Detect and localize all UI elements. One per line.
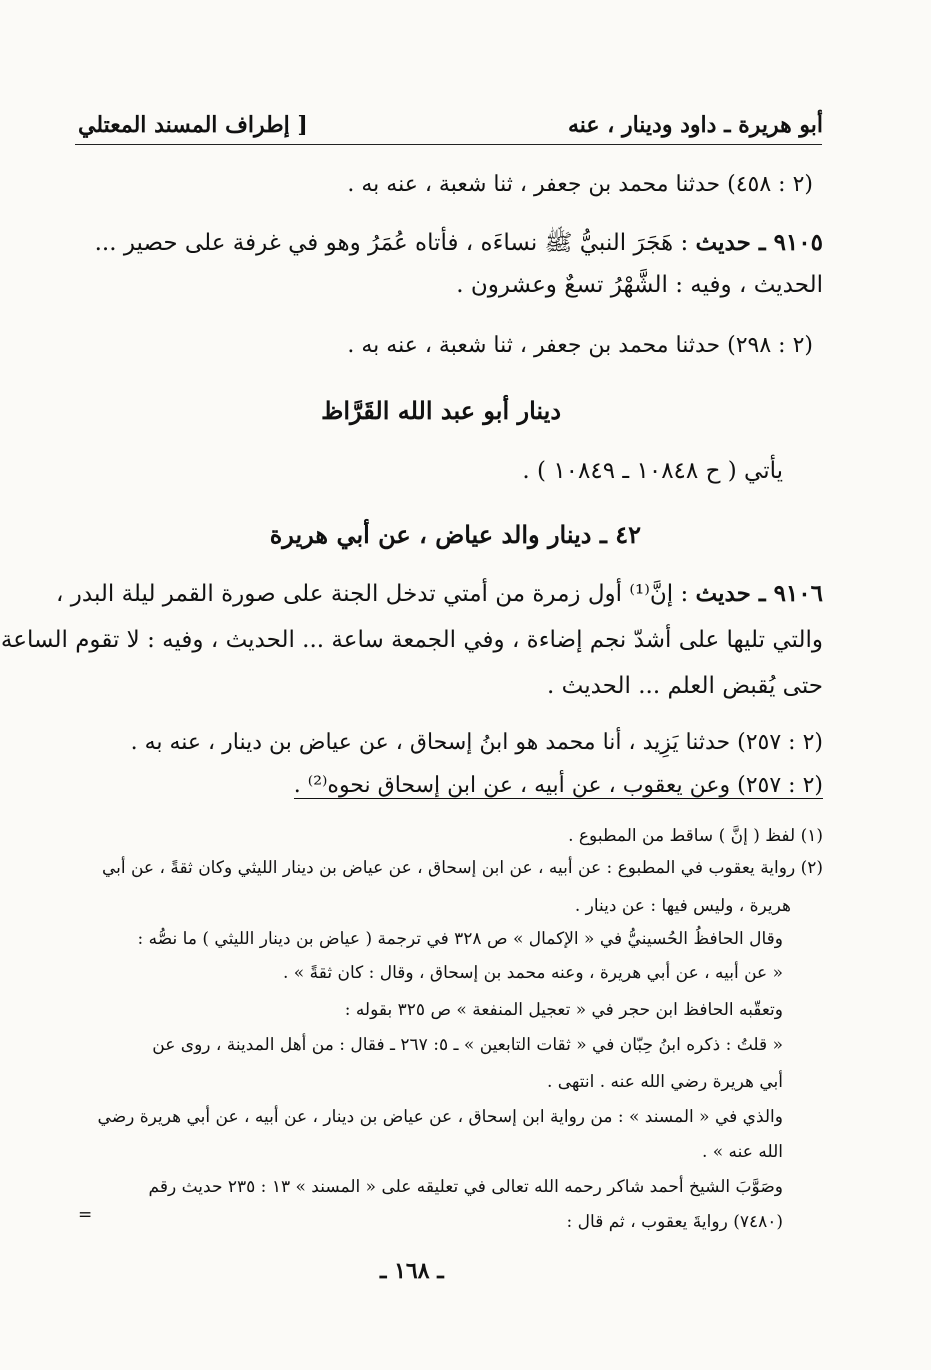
footnote-2-line: (٧٤٨٠) روايةَ يعقوب ، ثم قال : — [566, 1212, 783, 1232]
footnote-2-line: « عن أبيه ، عن أبي هريرة ، وعنه محمد بن إسحاق ، وقال : كان ثقةً » . — [283, 963, 783, 983]
footnote-2-line: « قلتُ : ذكره ابنُ حِبّان في « ثقات التابعين » ـ ٥: ٢٦٧ ـ فقال : من أهل المدينة ، روى عن — [152, 1035, 783, 1055]
footnote-2-line: وتعقّبه الحافظ ابن حجر في « تعجيل المنفعة » ص ٣٢٥ بقوله : — [344, 1000, 783, 1020]
footnote-2-line: الله عنه » . — [701, 1142, 783, 1162]
hadith-9106-line2: والتي تليها على أشدّ نجم إضاءة ، وفي الجمعة ساعة ... الحديث ، وفيه : لا تقوم الساعة — [0, 627, 823, 653]
footnote-2-line: هريرة ، وليس فيها : عن دينار . — [574, 896, 791, 916]
hadith-9105-line2: الحديث ، وفيه : الشَّهْرُ تسعٌ وعشرون . — [456, 272, 823, 298]
footnote-2-line: والذي في « المسند » : من رواية ابن إسحاق ، عن عياض بن دينار ، عن أبيه ، عن أبي هريرة رضي — [97, 1107, 783, 1127]
hadith-9106-line1 — [56, 580, 823, 607]
footnote-2-line: أبي هريرة رضي الله عنه . انتهى . — [546, 1072, 783, 1092]
running-header-right: أبو هريرة ـ داود ودينار ، عنه — [567, 112, 823, 138]
reference-line — [294, 773, 823, 798]
header-rule — [75, 144, 822, 145]
reference-line: (٢ : ٤٥٨) حدثنا محمد بن جعفر ، ثنا شعبة ، عنه به . — [347, 172, 813, 197]
chapter-heading: ٤٢ ـ دينار والد عياض ، عن أبي هريرة — [269, 520, 641, 549]
hadith-text: : هَجَرَ النبيُّ ﷺ نساءَه ، فأتاه عُمَرُ وهو في غرفة على حصير ... — [94, 230, 689, 256]
page-number: ـ ١٦٨ ـ — [380, 1258, 444, 1284]
footnote-1: (١) لفظ ( إنَّ ) ساقط من المطبوع . — [568, 826, 823, 846]
hadith-number: ٩١٠٥ ـ حديث — [695, 229, 823, 256]
running-header-left: [ إطراف المسند المعتلي — [78, 112, 308, 138]
hadith-number: ٩١٠٦ ـ حديث — [695, 580, 823, 607]
footnote-2-line: وقال الحافظُ الحُسينيُّ في « الإكمال » ص ٣٢٨ في ترجمة ( عياض بن دينار الليثي ) ما نصُّه : — [137, 929, 783, 949]
reference-line: (٢ : ٢٥٧) حدثنا يَزِيد ، أنا محمد هو ابنُ إسحاق ، عن عياض بن دينار ، عنه به . — [130, 730, 823, 755]
footnote-2-line: (٢) رواية يعقوب في المطبوع : عن أبيه ، عن ابن إسحاق ، عن عياض بن دينار الليثي وكان ثقةً ، عن أبي — [101, 858, 823, 878]
hadith-9106-line3: حتى يُقبض العلم ... الحديث . — [547, 673, 823, 699]
hadith-9105-line1 — [95, 228, 823, 262]
continuation-mark: = — [78, 1205, 93, 1225]
footnote-2-line: وصَوَّبَ الشيخ أحمد شاكر رحمه الله تعالى في تعليقه على « المسند » ١٣ : ٢٣٥ حديث رقم — [148, 1177, 783, 1197]
reference-line: (٢ : ٢٩٨) حدثنا محمد بن جعفر ، ثنا شعبة ، عنه به . — [347, 333, 813, 358]
hadith-text: : إنَّ⁽¹⁾ أول زمرة من أمتي تدخل الجنة على صورة القمر ليلة البدر ، — [56, 581, 689, 607]
section-heading: دينار أبو عبد الله القَرَّاظ — [321, 396, 561, 425]
cross-reference: يأتي ( ح ١٠٨٤٨ ـ ١٠٨٤٩ ) . — [522, 458, 783, 484]
reference-text: (٢ : ٢٥٧) وعن يعقوب ، عن أبيه ، عن ابن إسحاق نحوه⁽²⁾ . — [293, 773, 823, 798]
